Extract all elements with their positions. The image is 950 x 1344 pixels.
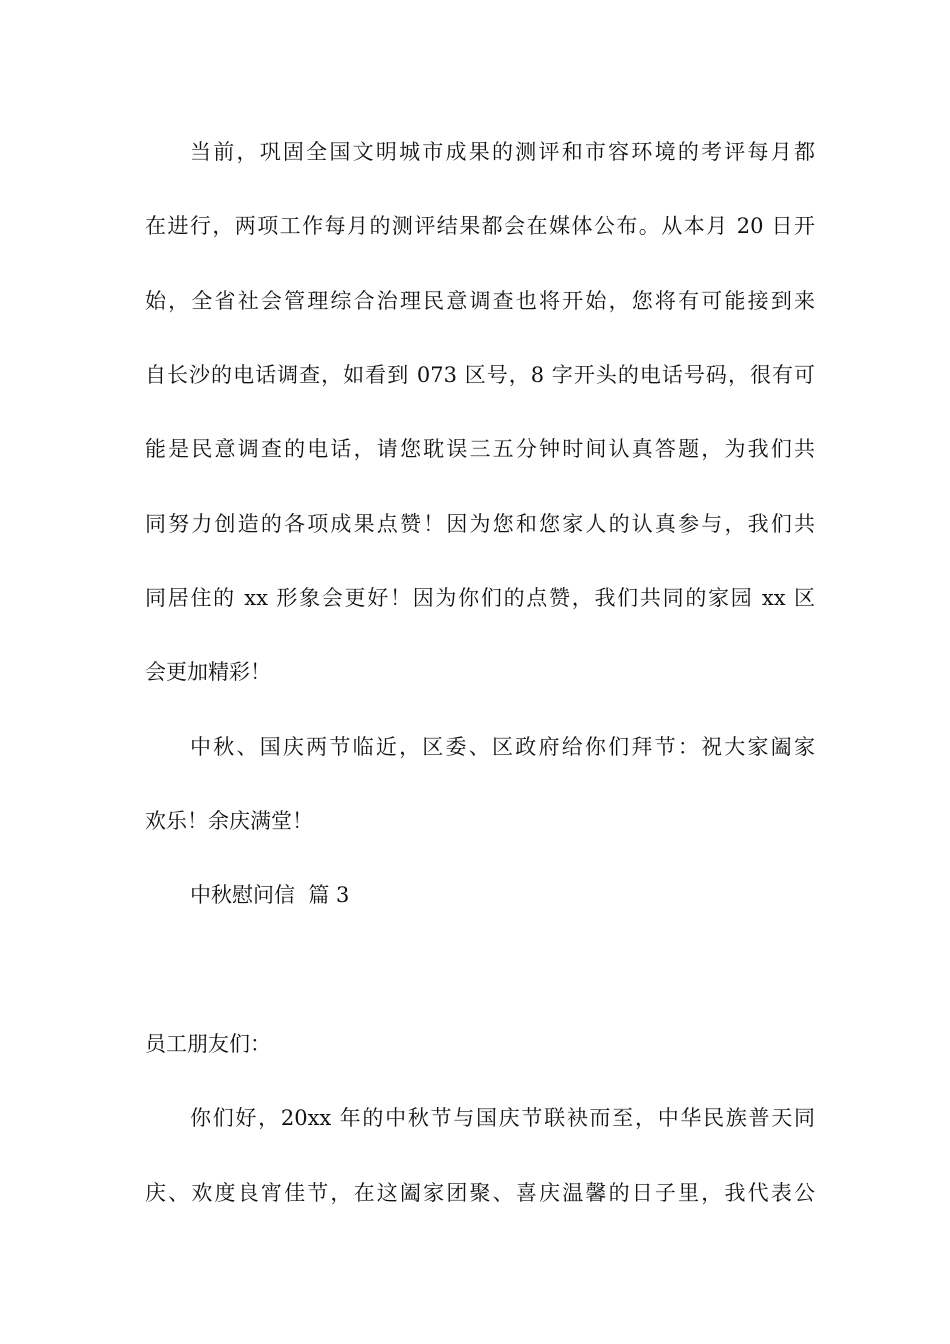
paragraph-line: 能是民意调查的电话，请您耽误三五分钟时间认真答题，为我们共 [145, 437, 815, 461]
paragraph-line: 当前，巩固全国文明城市成果的测评和市容环境的考评每月都 [190, 140, 815, 164]
paragraph-line: 同努力创造的各项成果点赞！因为您和您家人的认真参与，我们共 [145, 512, 815, 536]
paragraph-line: 在进行，两项工作每月的测评结果都会在媒体公布。从本月 20 日开 [145, 214, 815, 238]
paragraph-line: 中秋、国庆两节临近，区委、区政府给你们拜节：祝大家阖家 [190, 735, 815, 759]
paragraph-line: 始，全省社会管理综合治理民意调查也将开始，您将有可能接到来 [145, 289, 815, 313]
paragraph-line: 自长沙的电话调查，如看到 073 区号，8 字开头的电话号码，很有可 [145, 363, 815, 387]
paragraph-line: 欢乐！余庆满堂！ [145, 809, 313, 833]
section-heading: 中秋慰问信 篇 3 [190, 883, 350, 907]
paragraph-line: 会更加精彩！ [145, 660, 271, 684]
paragraph-line: 你们好，20xx 年的中秋节与国庆节联袂而至，中华民族普天同 [190, 1106, 815, 1130]
paragraph-line: 同居住的 xx 形象会更好！因为你们的点赞，我们共同的家园 xx 区 [145, 586, 815, 610]
paragraph-line: 庆、欢度良宵佳节，在这阖家团聚、喜庆温馨的日子里，我代表公 [145, 1181, 815, 1205]
salutation: 员工朋友们： [145, 1032, 271, 1056]
